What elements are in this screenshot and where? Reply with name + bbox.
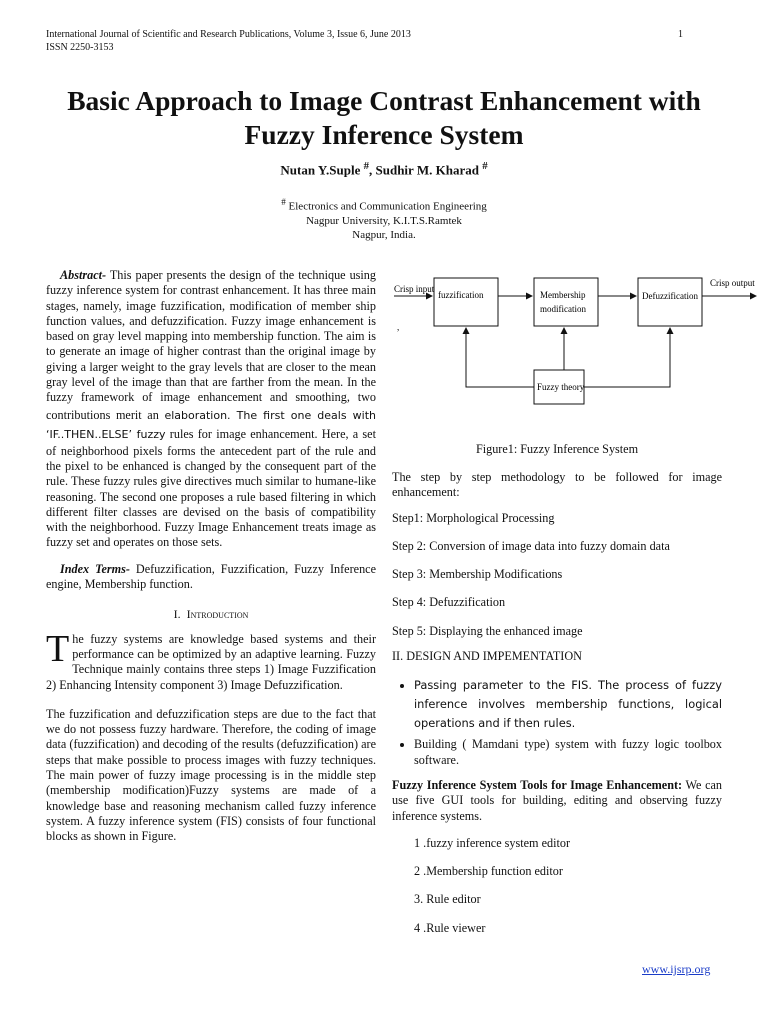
fis-tools-label: Fuzzy Inference System Tools for Image Enhancement:	[392, 777, 683, 792]
paper-title: Basic Approach to Image Contrast Enhancement with Fuzzy Inference System	[67, 85, 701, 150]
journal-name: International Journal of Scientific and Research Publications, Volume 3, Issue 6, June 2013	[46, 29, 411, 40]
fis-tools-paragraph	[392, 778, 722, 824]
index-terms	[46, 562, 376, 593]
intro-p1-text: he fuzzy systems are knowledge based systems and their performance can be optimized by an adaptive learning. Fuzzy Technique mainly contains three steps 1) Image Fuzzification 2) Enhancing Intensity component 3) Image Defuzzification.	[46, 631, 376, 692]
tools-list	[392, 836, 722, 936]
intro-heading-num: I.	[173, 607, 181, 622]
journal-website-link[interactable]: www.ijsrp.org	[642, 962, 711, 976]
issn: ISSN 2250-3153	[46, 42, 114, 53]
affiliation-dept: Electronics and Communication Engineering	[288, 200, 487, 213]
bullet-item: • Passing parameter to the FIS. The process of fuzzy inference involves membership functions, logical operations and if then rules.	[414, 676, 722, 733]
bullet-list	[392, 676, 722, 768]
fis-block-diagram	[392, 272, 758, 412]
abstract-text-3: rules for image enhancement. Here, a set of neighborhood pixels forms the antecedent part of the rule and the pixel to be enhanced is changed by the consequent part of the rule. These fuzzy rules give directives much similar to humane-like reasoning. The second one proposes a rule based filtering in which different filter classes are devised on the basis of compatibility with the neighborhood. Fuzzy Image Enhancement treats image as fuzzy set and operates on those sets.	[46, 426, 376, 550]
step-item: Step 4: Defuzzification	[392, 595, 506, 610]
abstract	[46, 268, 376, 551]
arrow-theory-to-defuzzification	[584, 328, 670, 387]
abstract-text-2: elaboration. The first one deals with ‘IF..THEN..ELSE’ fuzzy	[46, 408, 376, 441]
fuzzification-label: fuzzification	[438, 290, 484, 300]
tool-item: 4 .Rule viewer	[414, 920, 486, 935]
figure-caption: Figure1: Fuzzy Inference System	[475, 442, 639, 456]
right-column	[392, 470, 722, 949]
defuzzification-label: Defuzzification	[642, 291, 698, 301]
step-item: Step 3: Membership Modifications	[392, 567, 563, 582]
tool-item: 3. Rule editor	[414, 892, 481, 907]
index-terms-label: Index Terms-	[60, 561, 130, 576]
crisp-output-label: Crisp output	[710, 278, 755, 288]
step-item: Step1: Morphological Processing	[392, 510, 555, 525]
author-mark: #	[363, 160, 370, 172]
intro-heading-text: Introduction	[186, 607, 249, 622]
fuzzification-block	[434, 278, 498, 326]
index-terms-text: Defuzzification, Fuzzification, Fuzzy Inference engine, Membership function.	[46, 561, 376, 592]
author-1: Nutan Y.Suple	[280, 162, 361, 178]
intro-paragraph-2: The fuzzification and defuzzification steps are due to the fact that we do not possess fuzzy hardware. Therefore, the coding of image data (fuzzification) and decoding of the results (defuzzification) are steps that make possible to process images with fuzzy techniques. The main power of fuzzy image processing is in the middle step (membership modification)Fuzzy systems are made of a knowledge base and reasoning mechanism called fuzzy inference system. A fuzzy inference system (FIS) consists of four functional blocks as shown in Figure.	[46, 706, 376, 844]
step-item: Step 5: Displaying the enhanced image	[392, 623, 583, 638]
fis-tools-text: We can use five GUI tools for building, editing and observing fuzzy inference systems.	[392, 777, 722, 823]
step-item: Step 2: Conversion of image data into fuzzy domain data	[392, 538, 670, 553]
running-header	[46, 28, 411, 54]
steps-list	[392, 511, 722, 639]
affiliation-mark: #	[281, 197, 286, 207]
authors: Nutan Y.Suple #, Sudhir M. Kharad #	[280, 160, 488, 178]
page-number: 1	[678, 29, 683, 40]
abstract-text-1: This paper presents the design of the technique using fuzzy inference system for contrast enhancement. It has three main stages, namely, image fuzzification, modification of member ship function values, and defuzzification. Fuzzy image enhancement is based on gray level mapping into membership function. The aim is to generate an image of higher contrast than the original image by giving a larger weight to the gray levels that are closer to the mean gray level of the image than that are farther from the mean. In the fuzzy framework of image enhancement and smoothing, two contributions merit an	[46, 268, 376, 422]
intro-paragraph-1	[46, 627, 376, 693]
tool-item: 2 .Membership function editor	[414, 864, 563, 879]
left-column	[46, 268, 376, 845]
arrow-theory-to-fuzzification	[466, 328, 534, 387]
stray-comma: ,	[397, 322, 400, 332]
defuzzification-block	[638, 278, 702, 326]
fuzzy-theory-label: Fuzzy theory	[537, 382, 585, 392]
methodology-intro: The step by step methodology to be followed for image enhancement:	[392, 470, 722, 500]
membership-label-2: modification	[540, 304, 586, 314]
intro-heading	[46, 607, 376, 622]
crisp-input-label: Crisp input	[394, 284, 435, 294]
bullet-item: • Building ( Mamdani type) system with fuzzy logic toolbox software.	[414, 737, 722, 768]
drop-cap: T	[46, 627, 70, 670]
affiliation-univ: Nagpur University, K.I.T.S.Ramtek	[306, 214, 462, 227]
author-2: Sudhir M. Kharad	[375, 162, 479, 178]
membership-label-1: Membership	[540, 290, 586, 300]
abstract-label: Abstract-	[60, 268, 107, 282]
affiliation	[0, 195, 768, 242]
design-heading: II. DESIGN AND IMPEMENTATION	[392, 649, 582, 664]
membership-modification-block	[534, 278, 598, 326]
author-mark: #	[482, 160, 488, 172]
affiliation-city: Nagpur, India.	[352, 228, 416, 241]
tool-item: 1 .fuzzy inference system editor	[414, 835, 571, 850]
